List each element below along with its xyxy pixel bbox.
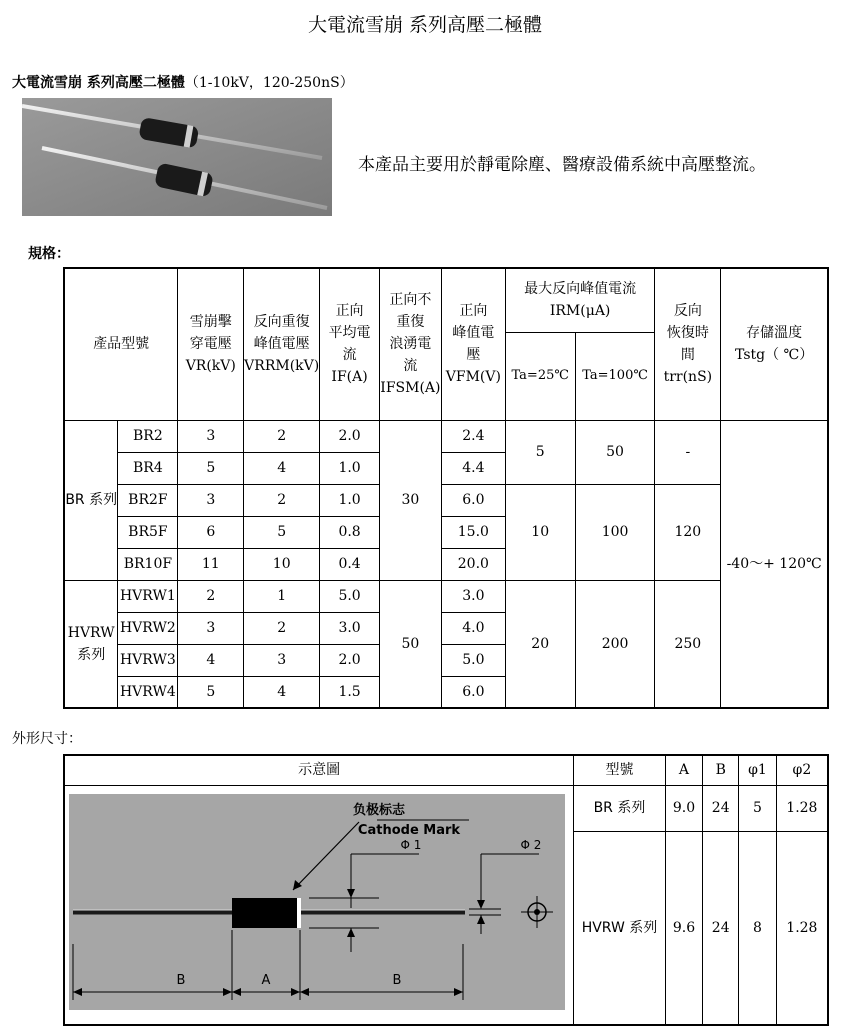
spec-section-label: 規格： <box>28 246 70 262</box>
cell-vrrm: 2 <box>244 484 320 516</box>
dim-cell-phi2: 1.28 <box>776 785 828 831</box>
header-vrrm-l1: 反向重復 <box>253 314 310 331</box>
dim-cell-a: 9.6 <box>665 831 703 1025</box>
cell-irm100-b: 100 <box>575 484 655 580</box>
header-if-l4: IF(A) <box>331 369 368 386</box>
cell-trr-a: - <box>655 420 721 484</box>
cathode-mark-en: Cathode Mark <box>357 822 461 838</box>
cell-irm25-b: 10 <box>505 484 575 580</box>
spec-header-row <box>64 268 828 332</box>
dim-cell-phi1: 5 <box>739 785 777 831</box>
series-hvrw <box>64 580 118 708</box>
header-vr-l1: 雪崩擊 <box>189 314 232 331</box>
subtitle-text: 大電流雪崩 系列高壓二極體 <box>12 75 185 91</box>
cell-ifsm-br: 30 <box>379 420 441 580</box>
cell-vfm: 3.0 <box>441 580 505 612</box>
subtitle-range: （1-10kV，120-250nS） <box>184 75 354 91</box>
cell-vfm: 6.0 <box>441 676 505 708</box>
cell-vrrm: 10 <box>244 548 320 580</box>
cell-irm25-a: 5 <box>505 420 575 484</box>
cell-vfm: 4.0 <box>441 612 505 644</box>
header-vfm-l2: 峰值電 <box>452 325 495 342</box>
cell-model: BR5F <box>118 516 178 548</box>
cell-vrrm: 4 <box>244 452 320 484</box>
header-b: B <box>703 755 739 785</box>
cell-vr: 3 <box>178 612 244 644</box>
cell-irm25-c: 20 <box>505 580 575 708</box>
cell-vr: 6 <box>178 516 244 548</box>
cell-vr: 2 <box>178 580 244 612</box>
cell-tstg: -40～+ 120℃ <box>721 420 828 708</box>
cell-trr-c: 250 <box>655 580 721 708</box>
cell-model: HVRW1 <box>118 580 178 612</box>
cell-vrrm: 3 <box>244 644 320 676</box>
cell-if: 1.0 <box>320 452 380 484</box>
header-ifsm-l5: IFSM(A) <box>380 380 441 397</box>
header-phi2: φ2 <box>776 755 828 785</box>
cell-vfm: 2.4 <box>441 420 505 452</box>
diode-photo-illustration <box>22 98 332 216</box>
dim-cell-phi1: 8 <box>739 831 777 1025</box>
cell-if: 1.0 <box>320 484 380 516</box>
header-phi1: φ1 <box>739 755 777 785</box>
phi1-label: Φ 1 <box>400 837 422 852</box>
header-vr-l2: 穿電壓 <box>189 336 232 353</box>
cell-model: BR2 <box>118 420 178 452</box>
cell-model: BR2F <box>118 484 178 516</box>
cell-if: 2.0 <box>320 420 380 452</box>
header-ifsm <box>379 268 441 420</box>
cell-vr: 5 <box>178 676 244 708</box>
header-irm-l1: 最大反向峰值電流 <box>524 281 637 298</box>
diode-dimension-diagram <box>69 794 565 1010</box>
spec-table <box>63 267 829 709</box>
dim-cell-model: HVRW 系列 <box>574 831 665 1025</box>
header-irm-100: Ta=100℃ <box>575 332 655 420</box>
cell-model: BR10F <box>118 548 178 580</box>
header-vrrm-l2: 峰值電壓 <box>253 336 310 353</box>
product-subtitle <box>12 72 354 92</box>
diode-photo <box>22 98 332 216</box>
dim-cell-phi2: 1.28 <box>776 831 828 1025</box>
cell-model: HVRW3 <box>118 644 178 676</box>
diode-body <box>232 898 300 928</box>
cell-vfm: 5.0 <box>441 644 505 676</box>
header-trr-l3: 間 <box>680 347 695 364</box>
dim-cell-b: 24 <box>703 831 739 1025</box>
cell-irm100-c: 200 <box>575 580 655 708</box>
phi2-label: Φ 2 <box>520 837 542 852</box>
header-vrrm-l3: VRRM(kV) <box>244 358 320 375</box>
table-row <box>64 484 828 516</box>
header-ifsm-l4: 流 <box>403 358 418 375</box>
cathode-band <box>297 898 301 928</box>
cell-vfm: 20.0 <box>441 548 505 580</box>
dim-label-b-right: B <box>392 972 402 988</box>
header-ifsm-l2: 重復 <box>396 314 425 331</box>
series-hvrw-l2: 系列 <box>77 646 106 663</box>
cell-trr-b: 120 <box>655 484 721 580</box>
cell-if: 0.4 <box>320 548 380 580</box>
cell-model: BR4 <box>118 452 178 484</box>
header-irm-l2: IRM(μA) <box>549 303 611 320</box>
cathode-mark-cn: 负极标志 <box>352 802 406 818</box>
cell-vrrm: 1 <box>244 580 320 612</box>
dim-cell-model: BR 系列 <box>574 785 665 831</box>
dim-label-b-left: B <box>176 972 186 988</box>
header-trr-l1: 反向 <box>673 303 702 320</box>
cell-vr: 4 <box>178 644 244 676</box>
dim-header-row <box>64 755 828 785</box>
product-description: 本產品主要用於靜電除塵、醫療設備系統中高壓整流。 <box>358 155 766 175</box>
header-tstg-l1: 存儲溫度 <box>746 325 803 342</box>
header-model: 產品型號 <box>64 268 178 420</box>
header-vfm-l4: VFM(V) <box>445 369 501 386</box>
cell-ifsm-hvrw: 50 <box>379 580 441 708</box>
header-trr-l2: 恢復時 <box>666 325 709 342</box>
header-tstg <box>721 268 828 420</box>
header-vfm-l1: 正向 <box>459 303 488 320</box>
cell-vrrm: 5 <box>244 516 320 548</box>
table-row <box>64 785 828 831</box>
dim-cell-b: 24 <box>703 785 739 831</box>
cell-vrrm: 2 <box>244 612 320 644</box>
cell-model: HVRW4 <box>118 676 178 708</box>
cell-vfm: 6.0 <box>441 484 505 516</box>
header-vr-l3: VR(kV) <box>185 358 236 375</box>
cell-if: 2.0 <box>320 644 380 676</box>
header-ifsm-l1: 正向不 <box>389 292 432 309</box>
header-vfm <box>441 268 505 420</box>
cell-model: HVRW2 <box>118 612 178 644</box>
cell-irm100-a: 50 <box>575 420 655 484</box>
dimension-section-label: 外形尺寸： <box>12 731 82 747</box>
series-hvrw-l1: HVRW <box>67 624 115 641</box>
cell-vr: 11 <box>178 548 244 580</box>
cell-vfm: 4.4 <box>441 452 505 484</box>
header-vfm-l3: 壓 <box>466 347 481 364</box>
header-if-l1: 正向 <box>335 303 364 320</box>
header-tstg-l2: Tstg（ ℃） <box>735 347 814 364</box>
series-br <box>64 420 118 580</box>
series-br-label: BR 系列 <box>65 492 118 508</box>
cell-vr: 3 <box>178 420 244 452</box>
header-irm <box>505 268 655 332</box>
cell-vr: 5 <box>178 452 244 484</box>
header-trr-l4: trr(nS) <box>663 369 713 386</box>
dimension-table <box>63 754 829 1026</box>
header-if-l2: 平均電 <box>328 325 371 342</box>
header-if <box>320 268 380 420</box>
cell-vrrm: 4 <box>244 676 320 708</box>
cell-if: 0.8 <box>320 516 380 548</box>
dim-cell-a: 9.0 <box>665 785 703 831</box>
dim-label-a: A <box>261 972 271 988</box>
header-vr <box>178 268 244 420</box>
table-row <box>64 580 828 612</box>
cell-if: 3.0 <box>320 612 380 644</box>
page-title: 大電流雪崩 系列高壓二極體 <box>307 14 543 36</box>
header-vrrm <box>244 268 320 420</box>
header-a: A <box>665 755 703 785</box>
cell-vfm: 15.0 <box>441 516 505 548</box>
header-ifsm-l3: 浪湧電 <box>389 336 432 353</box>
cell-vr: 3 <box>178 484 244 516</box>
header-diagram: 示意圖 <box>64 755 574 785</box>
cell-if: 5.0 <box>320 580 380 612</box>
cell-if: 1.5 <box>320 676 380 708</box>
header-irm-25: Ta=25℃ <box>505 332 575 420</box>
header-trr <box>655 268 721 420</box>
cell-vrrm: 2 <box>244 420 320 452</box>
header-if-l3: 流 <box>342 347 357 364</box>
table-row <box>64 420 828 452</box>
header-dim-model: 型號 <box>574 755 665 785</box>
diagram-cell <box>64 785 574 1025</box>
